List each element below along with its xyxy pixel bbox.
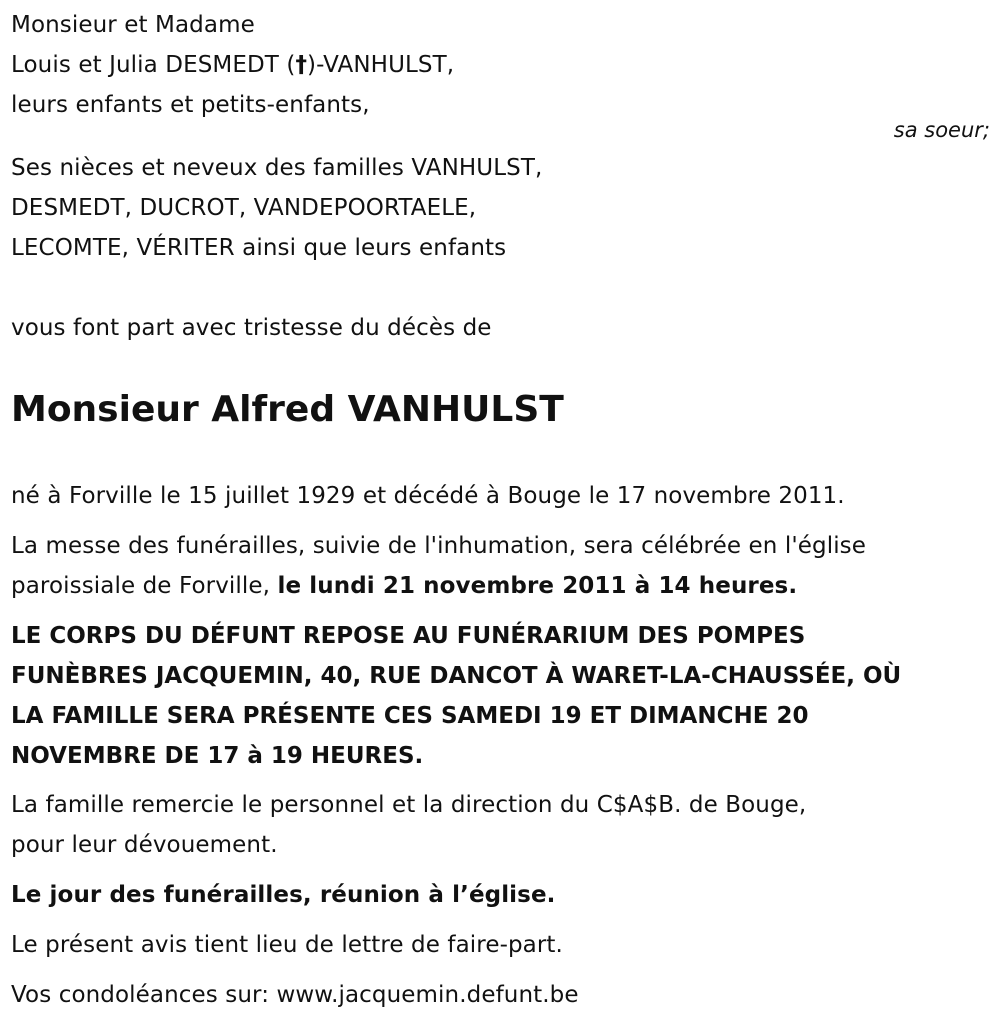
relation-note: sa soeur; bbox=[893, 118, 990, 142]
nieces-line-3: LECOMTE, VÉRITER ainsi que leurs enfants bbox=[11, 235, 507, 261]
deceased-name: Monsieur Alfred VANHULST bbox=[11, 389, 564, 430]
funeral-line-1: La messe des funérailles, suivie de l'inhumation, sera célébrée en l'église bbox=[11, 533, 867, 559]
notice-text: Le présent avis tient lieu de lettre de faire-part. bbox=[11, 932, 563, 958]
funeral-line-2-prefix: paroissiale de Forville, bbox=[11, 573, 278, 599]
family-line-1: Monsieur et Madame bbox=[11, 12, 255, 38]
condolences-text: Vos condoléances sur: www.jacquemin.defunt.be bbox=[11, 982, 579, 1008]
funeral-date-time: le lundi 21 novembre 2011 à 14 heures. bbox=[277, 573, 798, 599]
viewing-line-4: NOVEMBRE DE 17 à 19 HEURES. bbox=[11, 743, 424, 769]
announcement: vous font part avec tristesse du décès de bbox=[11, 315, 492, 341]
nieces-line-1: Ses nièces et neveux des familles VANHULST, bbox=[11, 155, 543, 181]
family-line-2 bbox=[11, 45, 454, 85]
viewing-line-2: FUNÈBRES JACQUEMIN, 40, RUE DANCOT À WARET-LA-CHAUSSÉE, OÙ bbox=[11, 663, 902, 689]
birth-death: né à Forville le 15 juillet 1929 et décédé à Bouge le 17 novembre 2011. bbox=[11, 483, 845, 509]
meeting-note: Le jour des funérailles, réunion à l’église. bbox=[11, 882, 556, 908]
family-line-2-prefix: Louis et Julia DESMEDT ( bbox=[11, 52, 296, 78]
thanks-line-1: La famille remercie le personnel et la direction du C$A$B. de Bouge, bbox=[11, 792, 807, 818]
viewing-line-3: LA FAMILLE SERA PRÉSENTE CES SAMEDI 19 ET DIMANCHE 20 bbox=[11, 703, 809, 729]
nieces-line-2: DESMEDT, DUCROT, VANDEPOORTAELE, bbox=[11, 195, 477, 221]
family-line-3: leurs enfants et petits-enfants, bbox=[11, 92, 370, 118]
funeral-line-2 bbox=[11, 566, 797, 606]
cross-icon: † bbox=[295, 52, 308, 78]
viewing-line-1: LE CORPS DU DÉFUNT REPOSE AU FUNÉRARIUM DES POMPES bbox=[11, 623, 806, 649]
viewing-block bbox=[11, 616, 901, 776]
thanks-line-2: pour leur dévouement. bbox=[11, 832, 278, 858]
family-line-2-suffix: )-VANHULST, bbox=[307, 52, 455, 78]
